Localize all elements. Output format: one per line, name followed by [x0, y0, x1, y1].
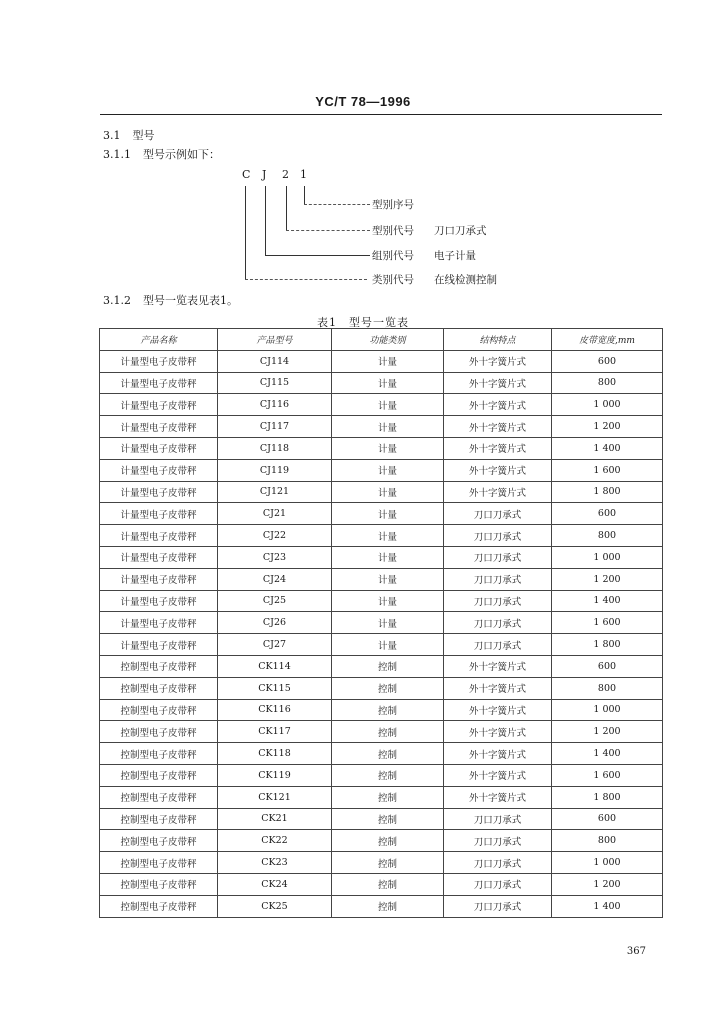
annotation-type-code: 型别代号 [372, 225, 414, 237]
table-row [100, 612, 663, 634]
table-row [100, 372, 663, 394]
annotation-category-code: 类别代号 [372, 274, 414, 286]
table-cell: 1 400 [552, 895, 663, 917]
table-cell: 1 000 [552, 546, 663, 568]
table-cell: 计量型电子皮带秤 [100, 634, 218, 656]
table-cell: 计量型电子皮带秤 [100, 350, 218, 372]
table-cell: 计量型电子皮带秤 [100, 416, 218, 438]
table-cell: 1 200 [552, 416, 663, 438]
table-cell: 外十字簧片式 [444, 394, 552, 416]
table-cell: 1 400 [552, 743, 663, 765]
page-number: 367 [626, 946, 646, 957]
table-cell: 刀口刀承式 [444, 808, 552, 830]
table-cell: 刀口刀承式 [444, 590, 552, 612]
table-cell: CK117 [218, 721, 332, 743]
table-cell: CJ25 [218, 590, 332, 612]
table-cell: CK119 [218, 764, 332, 786]
table-cell: CJ119 [218, 459, 332, 481]
table-cell: 1 200 [552, 568, 663, 590]
table-cell: 600 [552, 655, 663, 677]
section-3-1-1 [103, 146, 220, 162]
table-cell: 外十字簧片式 [444, 459, 552, 481]
annotation-type-example: 刀口刀承式 [434, 225, 487, 237]
table-cell: 刀口刀承式 [444, 852, 552, 874]
table-cell: 800 [552, 525, 663, 547]
table-cell: 800 [552, 372, 663, 394]
table-row [100, 873, 663, 895]
table-cell: 控制型电子皮带秤 [100, 743, 218, 765]
table-cell: 控制 [332, 677, 444, 699]
table-cell: CK25 [218, 895, 332, 917]
header-rule [100, 114, 662, 115]
connector-line [245, 279, 367, 280]
table-cell: 计量型电子皮带秤 [100, 590, 218, 612]
table-row [100, 590, 663, 612]
table-cell: CK24 [218, 873, 332, 895]
table-row [100, 437, 663, 459]
table-cell: 计量型电子皮带秤 [100, 525, 218, 547]
section-text: 型号示例如下： [143, 148, 220, 161]
code-letter-c: C [242, 168, 251, 181]
table-cell: 刀口刀承式 [444, 503, 552, 525]
table-cell: 计量型电子皮带秤 [100, 568, 218, 590]
table-row [100, 481, 663, 503]
table-cell: CJ115 [218, 372, 332, 394]
table-cell: 控制型电子皮带秤 [100, 677, 218, 699]
table-cell: 控制型电子皮带秤 [100, 721, 218, 743]
table-cell: 控制 [332, 895, 444, 917]
table-cell: 刀口刀承式 [444, 895, 552, 917]
table-cell: 600 [552, 808, 663, 830]
table-cell: 刀口刀承式 [444, 525, 552, 547]
connector-line [286, 186, 287, 230]
table-cell: 1 600 [552, 459, 663, 481]
connector-line [304, 186, 305, 204]
table-cell: 外十字簧片式 [444, 372, 552, 394]
connector-line [265, 186, 266, 255]
table-cell: CK118 [218, 743, 332, 765]
section-number: 3.1.2 [103, 294, 131, 307]
table-cell: 外十字簧片式 [444, 699, 552, 721]
table-cell: 1 800 [552, 634, 663, 656]
table-cell: 计量 [332, 634, 444, 656]
code-digit-2: 2 [282, 168, 289, 181]
table-cell: 控制 [332, 852, 444, 874]
column-header: 产品型号 [218, 329, 332, 351]
table-row [100, 655, 663, 677]
column-header: 结构特点 [444, 329, 552, 351]
table-row [100, 677, 663, 699]
annotation-category-example: 在线检测控制 [434, 274, 497, 286]
table-cell: CJ26 [218, 612, 332, 634]
table-cell: CK115 [218, 677, 332, 699]
connector-line [265, 255, 370, 256]
table-row [100, 786, 663, 808]
table-cell: 计量 [332, 437, 444, 459]
table-cell: CK121 [218, 786, 332, 808]
annotation-group-example: 电子计量 [434, 250, 476, 262]
table-cell: 刀口刀承式 [444, 546, 552, 568]
table-cell: 外十字簧片式 [444, 786, 552, 808]
annotation-serial-number: 型别序号 [372, 199, 414, 211]
table-header-row [100, 329, 663, 351]
table-cell: CJ121 [218, 481, 332, 503]
table-cell: CJ116 [218, 394, 332, 416]
table-cell: 计量 [332, 372, 444, 394]
column-header: 产品名称 [100, 329, 218, 351]
table-cell: 计量型电子皮带秤 [100, 481, 218, 503]
table-cell: 外十字簧片式 [444, 437, 552, 459]
table-cell: 计量 [332, 459, 444, 481]
table-cell: 控制 [332, 830, 444, 852]
table-cell: 控制型电子皮带秤 [100, 808, 218, 830]
table-cell: CK22 [218, 830, 332, 852]
table-cell: 计量型电子皮带秤 [100, 372, 218, 394]
table-row [100, 416, 663, 438]
table-cell: 计量型电子皮带秤 [100, 612, 218, 634]
table-row [100, 830, 663, 852]
table-cell: 刀口刀承式 [444, 873, 552, 895]
table-row [100, 503, 663, 525]
table-row [100, 721, 663, 743]
table-cell: 1 000 [552, 394, 663, 416]
section-number: 3.1 [103, 129, 121, 142]
section-title: 型号 [132, 129, 155, 142]
table-cell: 600 [552, 350, 663, 372]
table-cell: 控制型电子皮带秤 [100, 699, 218, 721]
table-cell: 外十字簧片式 [444, 721, 552, 743]
table-cell: CK114 [218, 655, 332, 677]
table-cell: 外十字簧片式 [444, 743, 552, 765]
table-cell: 外十字簧片式 [444, 416, 552, 438]
table-cell: 控制型电子皮带秤 [100, 764, 218, 786]
table-cell: 计量 [332, 503, 444, 525]
table-cell: 计量 [332, 350, 444, 372]
table-cell: 1 000 [552, 699, 663, 721]
connector-line [245, 186, 246, 279]
table-cell: CJ23 [218, 546, 332, 568]
table-cell: 计量 [332, 481, 444, 503]
table-cell: 控制 [332, 764, 444, 786]
table-cell: 计量型电子皮带秤 [100, 503, 218, 525]
table-cell: 控制 [332, 655, 444, 677]
table-cell: 计量 [332, 525, 444, 547]
table-cell: 1 800 [552, 786, 663, 808]
table-cell: 外十字簧片式 [444, 350, 552, 372]
table-cell: 1 600 [552, 612, 663, 634]
table-cell: 控制型电子皮带秤 [100, 873, 218, 895]
table-row [100, 895, 663, 917]
table-cell: CJ118 [218, 437, 332, 459]
column-header: 皮带宽度,mm [552, 329, 663, 351]
table-cell: 800 [552, 677, 663, 699]
table-cell: 外十字簧片式 [444, 677, 552, 699]
code-digit-1: 1 [300, 168, 307, 181]
table-cell: CK21 [218, 808, 332, 830]
table-cell: 控制型电子皮带秤 [100, 830, 218, 852]
table-row [100, 764, 663, 786]
table-row [100, 634, 663, 656]
connector-line [286, 230, 370, 231]
table-cell: 外十字簧片式 [444, 481, 552, 503]
table-cell: 刀口刀承式 [444, 830, 552, 852]
table-cell: 1 200 [552, 873, 663, 895]
table-cell: 计量型电子皮带秤 [100, 394, 218, 416]
table-cell: 控制型电子皮带秤 [100, 852, 218, 874]
annotation-group-code: 组别代号 [372, 250, 414, 262]
table-cell: 计量 [332, 394, 444, 416]
table-cell: CJ114 [218, 350, 332, 372]
table-cell: CJ21 [218, 503, 332, 525]
table-cell: 刀口刀承式 [444, 634, 552, 656]
table-cell: 800 [552, 830, 663, 852]
table-caption: 表1 型号一览表 [317, 316, 409, 329]
table-row [100, 852, 663, 874]
table-cell: 计量 [332, 546, 444, 568]
table-cell: 控制型电子皮带秤 [100, 786, 218, 808]
table-cell: 控制 [332, 786, 444, 808]
table-cell: 刀口刀承式 [444, 568, 552, 590]
table-cell: CJ22 [218, 525, 332, 547]
section-3-1 [103, 127, 155, 143]
table-cell: 600 [552, 503, 663, 525]
table-cell: 计量型电子皮带秤 [100, 437, 218, 459]
table-cell: 计量 [332, 612, 444, 634]
model-table [99, 328, 663, 918]
table-cell: 刀口刀承式 [444, 612, 552, 634]
table-cell: 计量 [332, 416, 444, 438]
table-cell: 控制 [332, 721, 444, 743]
table-cell: CJ117 [218, 416, 332, 438]
table-cell: CK116 [218, 699, 332, 721]
table-cell: 控制 [332, 808, 444, 830]
table-cell: CJ24 [218, 568, 332, 590]
table-row [100, 546, 663, 568]
code-letter-j: J [262, 168, 267, 181]
table-row [100, 459, 663, 481]
table-cell: 控制型电子皮带秤 [100, 655, 218, 677]
table-cell: CJ27 [218, 634, 332, 656]
table-cell: 计量型电子皮带秤 [100, 459, 218, 481]
table-cell: 计量型电子皮带秤 [100, 546, 218, 568]
table-row [100, 808, 663, 830]
table-cell: 1 000 [552, 852, 663, 874]
table-cell: 控制 [332, 699, 444, 721]
table-cell: 1 400 [552, 590, 663, 612]
table-cell: 控制 [332, 873, 444, 895]
table-row [100, 525, 663, 547]
table-cell: 1 600 [552, 764, 663, 786]
connector-line [304, 204, 370, 205]
table-cell: 计量 [332, 568, 444, 590]
table-row [100, 699, 663, 721]
section-3-1-2 [103, 292, 238, 308]
table-cell: CK23 [218, 852, 332, 874]
standard-code: YC/T 78—1996 [315, 94, 411, 109]
table-row [100, 350, 663, 372]
table-cell: 1 800 [552, 481, 663, 503]
table-cell: 计量 [332, 590, 444, 612]
table-row [100, 394, 663, 416]
table-cell: 外十字簧片式 [444, 764, 552, 786]
table-cell: 外十字簧片式 [444, 655, 552, 677]
table-cell: 控制型电子皮带秤 [100, 895, 218, 917]
column-header: 功能类别 [332, 329, 444, 351]
table-cell: 控制 [332, 743, 444, 765]
table-cell: 1 200 [552, 721, 663, 743]
table-row [100, 568, 663, 590]
section-number: 3.1.1 [103, 148, 131, 161]
table-row [100, 743, 663, 765]
section-text: 型号一览表见表1。 [143, 294, 238, 307]
model-example-diagram [230, 168, 560, 292]
table-cell: 1 400 [552, 437, 663, 459]
